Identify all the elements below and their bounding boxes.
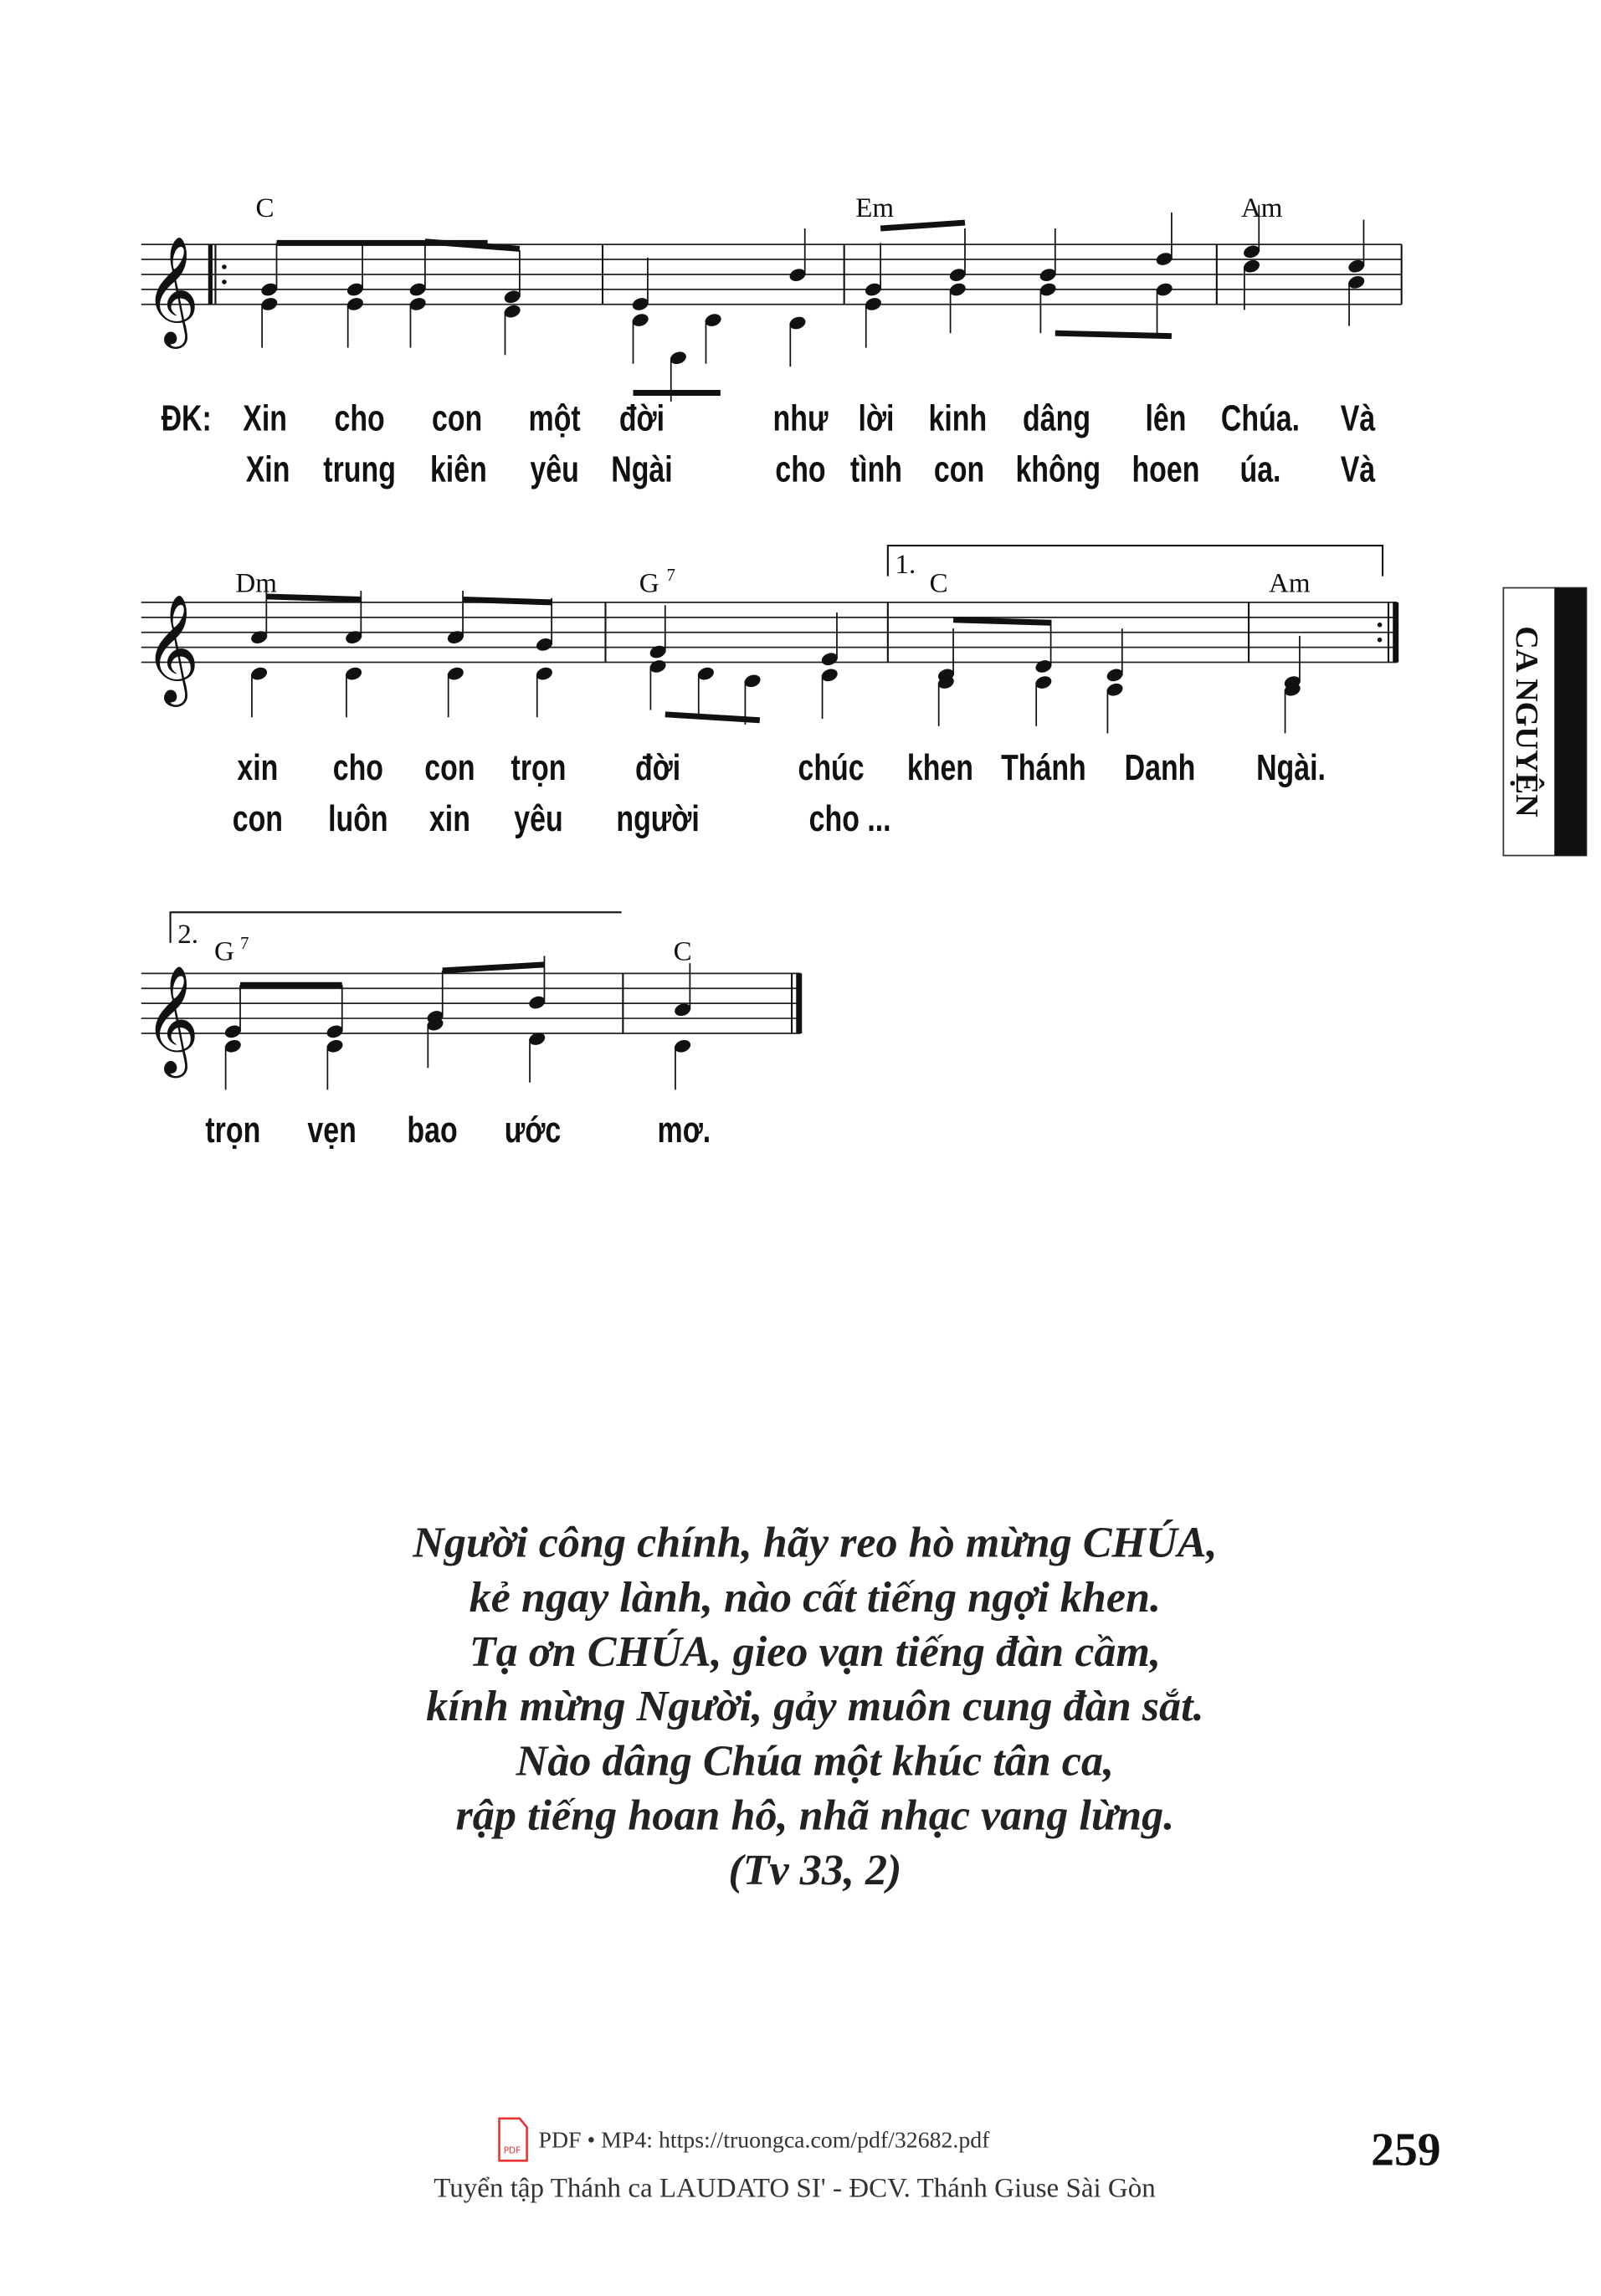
lyric-word: mơ. bbox=[657, 1110, 711, 1151]
treble-clef-icon: 𝄞 bbox=[144, 594, 200, 703]
beam bbox=[463, 599, 552, 602]
chord: C bbox=[255, 193, 275, 224]
note bbox=[503, 250, 522, 305]
note bbox=[1034, 674, 1053, 726]
lyric-word: Và bbox=[1340, 449, 1376, 490]
volta-label: 1. bbox=[895, 550, 916, 581]
note bbox=[948, 281, 967, 333]
note bbox=[1347, 274, 1366, 325]
volta-2 bbox=[171, 912, 622, 950]
note bbox=[346, 296, 365, 348]
lyric-word: người bbox=[616, 799, 700, 839]
lyric-word: cho bbox=[334, 398, 385, 439]
note bbox=[1283, 636, 1302, 691]
lyric-word: con bbox=[424, 748, 475, 789]
note bbox=[223, 1038, 243, 1089]
repeat-start bbox=[208, 244, 213, 305]
beam bbox=[266, 597, 361, 599]
lyric-word: bao bbox=[407, 1110, 458, 1151]
beam bbox=[1055, 333, 1172, 336]
note bbox=[673, 963, 692, 1018]
lyric-word: ĐK: bbox=[161, 398, 212, 439]
chord: Am bbox=[1269, 568, 1311, 599]
psalm-quote bbox=[412, 1519, 1217, 1894]
chord: Am bbox=[1240, 193, 1283, 224]
note bbox=[259, 296, 279, 348]
note bbox=[864, 243, 883, 298]
note bbox=[1106, 681, 1125, 733]
lyric-word: luôn bbox=[328, 799, 388, 839]
volta-label: 2. bbox=[177, 919, 199, 950]
music-staves bbox=[141, 205, 1402, 1089]
pdf-badge-label: PDF bbox=[503, 2145, 521, 2156]
poem-line: kẻ ngay lành, nào cất tiếng ngợi khen. bbox=[469, 1573, 1162, 1622]
lyric-word: vẹn bbox=[307, 1110, 357, 1151]
treble-clef-icon: 𝄞 bbox=[144, 236, 200, 345]
lyric-word: đời bbox=[634, 748, 681, 789]
lyric-word: hoen bbox=[1131, 449, 1200, 490]
note bbox=[820, 612, 839, 668]
pdf-icon[interactable] bbox=[500, 2119, 527, 2160]
final-barline bbox=[796, 973, 802, 1033]
lyric-word: Chúa. bbox=[1220, 398, 1301, 439]
note bbox=[535, 598, 554, 653]
lyric-word: không bbox=[1015, 449, 1101, 490]
note bbox=[1155, 213, 1174, 268]
chord: Em bbox=[855, 193, 895, 224]
download-link[interactable]: PDF • MP4: https://truongca.com/pdf/32682.pdf bbox=[538, 2127, 990, 2154]
lyric-word: cho bbox=[775, 449, 826, 490]
lyric-word: trọn bbox=[511, 748, 567, 789]
lyric-word: trọn bbox=[205, 1110, 261, 1151]
chord-superscript: 7 bbox=[666, 564, 675, 585]
note bbox=[631, 258, 650, 313]
lyric-word: lời bbox=[858, 398, 895, 439]
chord-symbols bbox=[214, 193, 1311, 967]
treble-clef-icon: 𝄞 bbox=[144, 965, 200, 1074]
lyric-word: trung bbox=[323, 449, 396, 490]
poem-line: Tạ ơn CHÚA, gieo vạn tiếng đàn cầm, bbox=[469, 1628, 1162, 1677]
note bbox=[649, 659, 668, 710]
lyric-word: chúc bbox=[798, 748, 865, 789]
note bbox=[1106, 628, 1125, 684]
note bbox=[426, 971, 445, 1026]
lyric-word: kinh bbox=[928, 398, 988, 439]
note bbox=[936, 674, 956, 726]
lyric-word: tình bbox=[849, 449, 902, 490]
beam bbox=[953, 620, 1051, 623]
note bbox=[788, 228, 807, 284]
lyric-word: yêu bbox=[514, 799, 563, 839]
note bbox=[408, 243, 428, 298]
poem-line: kính mừng Người, gảy muôn cung đàn sắt. bbox=[426, 1683, 1204, 1731]
chord-superscript: 7 bbox=[240, 932, 249, 953]
lyric-word: Ngài. bbox=[1256, 748, 1326, 789]
note bbox=[326, 1038, 345, 1089]
lyric-word: Danh bbox=[1124, 748, 1196, 789]
lyric-word: con bbox=[933, 449, 985, 490]
chord: G bbox=[639, 568, 659, 599]
lyric-word: Ngài bbox=[611, 449, 673, 490]
note bbox=[696, 665, 716, 717]
poem-line: rập tiếng hoan hô, nhã nhạc vang lừng. bbox=[455, 1791, 1175, 1840]
note bbox=[249, 591, 269, 646]
note bbox=[326, 985, 345, 1040]
chord: G bbox=[213, 936, 234, 967]
lyric-word: Thánh bbox=[1001, 748, 1086, 789]
chord: Dm bbox=[235, 568, 277, 599]
note bbox=[1039, 281, 1058, 333]
note bbox=[788, 315, 807, 366]
note bbox=[346, 243, 365, 298]
note bbox=[1242, 258, 1261, 310]
note bbox=[673, 1038, 692, 1089]
note bbox=[1155, 281, 1174, 333]
lyric-word: một bbox=[528, 398, 581, 439]
lyric-word: kiên bbox=[429, 449, 487, 490]
lyric-word: như bbox=[772, 398, 829, 439]
lyric-word: úa. bbox=[1239, 449, 1281, 490]
staff bbox=[141, 594, 1398, 706]
footer bbox=[434, 2119, 1440, 2204]
lyric-word: xin bbox=[428, 799, 470, 839]
beam bbox=[443, 965, 545, 971]
lyric-word: yêu bbox=[530, 449, 579, 490]
chord: C bbox=[929, 568, 948, 599]
note bbox=[527, 1031, 546, 1083]
note bbox=[535, 665, 554, 717]
note bbox=[1283, 681, 1302, 733]
lyrics bbox=[162, 399, 1376, 1151]
note bbox=[820, 667, 839, 719]
note bbox=[426, 1016, 445, 1068]
lyric-word: Xin bbox=[243, 398, 287, 439]
note bbox=[223, 985, 243, 1040]
lyric-word: cho bbox=[332, 748, 384, 789]
lyric-word: đời bbox=[618, 398, 665, 439]
chord: C bbox=[673, 936, 692, 967]
lyric-word: con bbox=[431, 398, 483, 439]
section-tab-label: CA NGUYỆN bbox=[1509, 626, 1545, 817]
poem-line: Người công chính, hãy reo hò mừng CHÚA, bbox=[413, 1519, 1218, 1567]
lyric-word: Và bbox=[1340, 398, 1376, 439]
lyric-word: ước bbox=[504, 1110, 562, 1151]
page-number: 259 bbox=[1371, 2124, 1441, 2176]
lyric-word: cho ... bbox=[808, 799, 891, 839]
note bbox=[446, 665, 465, 717]
book-title: Tuyển tập Thánh ca LAUDATO SI' - ĐCV. Thánh Giuse Sài Gòn bbox=[434, 2173, 1156, 2204]
lyric-word: con bbox=[232, 799, 284, 839]
poem-line: Nào dâng Chúa một khúc tân ca, bbox=[516, 1737, 1115, 1786]
psalm-reference: (Tv 33, 2) bbox=[728, 1846, 902, 1894]
note bbox=[259, 243, 279, 298]
section-tab bbox=[1503, 588, 1586, 856]
lyric-word: khen bbox=[906, 748, 973, 789]
note bbox=[864, 296, 883, 348]
note bbox=[344, 665, 363, 717]
note bbox=[249, 665, 269, 717]
note bbox=[446, 591, 465, 646]
note bbox=[503, 303, 522, 355]
repeat-end bbox=[1393, 602, 1398, 663]
note bbox=[936, 628, 956, 684]
lyric-word: xin bbox=[237, 748, 279, 789]
staff bbox=[141, 237, 1402, 349]
lyric-word: lên bbox=[1145, 398, 1187, 439]
lyric-word: Xin bbox=[245, 449, 290, 490]
note bbox=[1039, 228, 1058, 284]
note bbox=[948, 228, 967, 284]
lyric-word: dâng bbox=[1023, 398, 1091, 439]
note bbox=[408, 296, 428, 348]
note bbox=[704, 312, 723, 364]
note bbox=[631, 312, 650, 364]
beam bbox=[425, 242, 520, 249]
note bbox=[1347, 220, 1366, 275]
